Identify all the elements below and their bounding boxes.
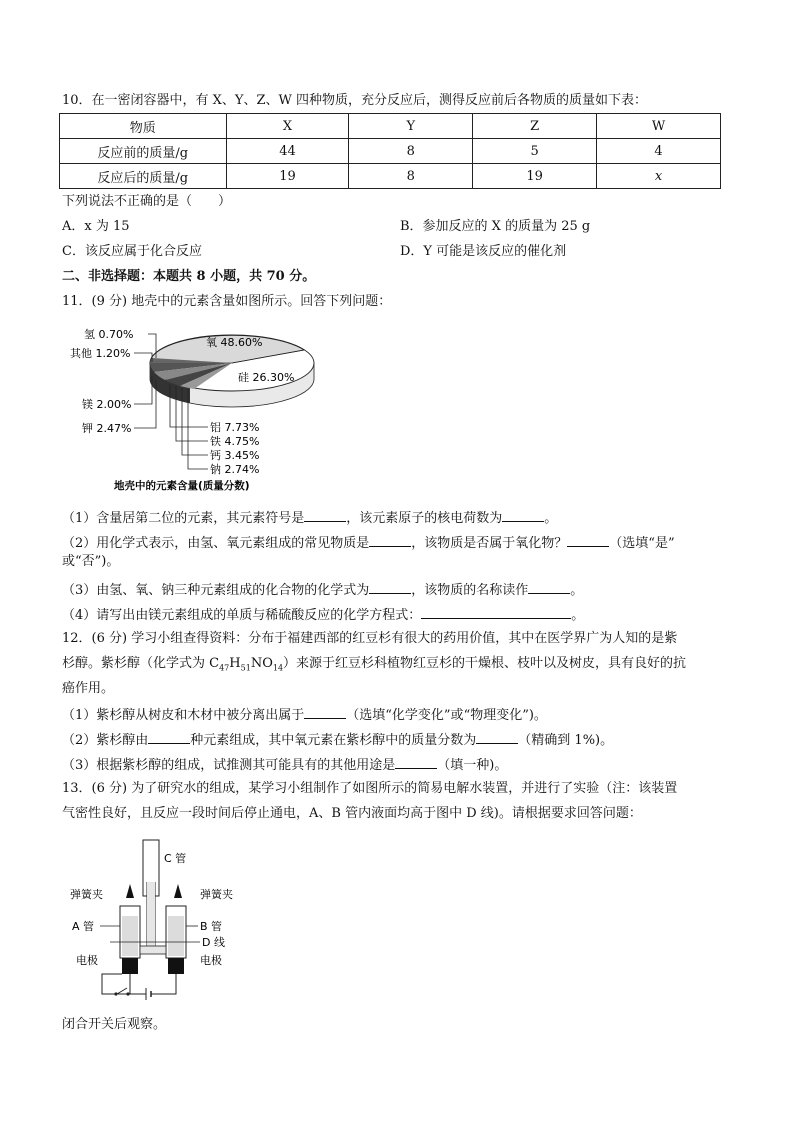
spring-clip-left	[126, 884, 134, 898]
q10-prompt: 下列说法不正确的是（ ）	[62, 194, 232, 209]
answer-blank[interactable]	[567, 533, 609, 547]
q11-sub2-cont: 或“否”)。	[62, 554, 120, 569]
pie-label-sodium: 钠 2.74%	[210, 463, 260, 476]
electrode-left	[122, 958, 138, 974]
answer-blank[interactable]	[528, 580, 570, 594]
answer-blank[interactable]	[148, 730, 190, 744]
q11-sub4: （4）请写出由镁元素组成的单质与稀硫酸反应的化学方程式： 。	[62, 605, 584, 625]
q12-sub2: （2）紫杉醇由 种元素组成，其中氧元素在紫杉醇中的质量分数为 （精确到 1%)。	[62, 730, 613, 750]
a-tube-label: A 管	[72, 920, 95, 933]
table-header-cell: W	[597, 114, 721, 139]
d-line-label: D 线	[202, 936, 225, 949]
pie-label-potassium: 钾 2.47%	[82, 422, 132, 435]
spring-clip-right	[174, 884, 182, 898]
q11-sub3: （3）由氢、氧、钠三种元素组成的化合物的化学式为 ，该物质的名称读作 。	[62, 580, 583, 600]
answer-blank[interactable]	[369, 580, 411, 594]
option-d: D．Y 可能是该反应的催化剂	[400, 244, 567, 259]
electrode-right-label: 电极	[200, 954, 222, 967]
pie-label-oxygen: 氧 48.60%	[206, 336, 263, 349]
table-cell: x	[597, 164, 721, 189]
q11-sub2: （2）用化学式表示，由氢、氧元素组成的常见物质是 ，该物质是否属于氧化物？ （选填“是”	[62, 533, 675, 553]
answer-blank[interactable]	[421, 605, 571, 619]
pie-label-calcium: 钙 3.45%	[210, 449, 260, 462]
clip-right-label: 弹簧夹	[200, 888, 233, 901]
electrode-right	[168, 958, 184, 974]
pie-chart-title: 地壳中的元素含量(质量分数)	[114, 480, 250, 492]
answer-blank[interactable]	[395, 755, 437, 769]
c-tube-label: C 管	[164, 852, 187, 865]
q12-line1: 12．(6 分) 学习小组查得资料：分布于福建西部的红豆杉有很大的药用价值，其中在医学界广为人知的是紫	[62, 631, 678, 646]
pie-label-magnesium: 镁 2.00%	[82, 398, 132, 411]
answer-blank[interactable]	[476, 730, 518, 744]
answer-blank[interactable]	[502, 508, 544, 522]
electrolysis-apparatus-diagram	[70, 838, 260, 1006]
q10-stem: 10．在一密闭容器中，有 X、Y、Z、W 四种物质，充分反应后，测得反应前后各物质的质量如下表：	[62, 93, 648, 108]
answer-blank[interactable]	[304, 508, 346, 522]
pie-label-iron: 铁 4.75%	[210, 435, 260, 448]
electrode-left-label: 电极	[76, 954, 98, 967]
q11-stem: 11．(9 分) 地壳中的元素含量如图所示。回答下列问题：	[62, 294, 392, 309]
q13-after-text: 闭合开关后观察。	[62, 1017, 167, 1032]
pie-label-silicon: 硅 26.30%	[238, 371, 295, 384]
pie-label-other: 其他 1.20%	[70, 347, 131, 360]
b-tube-label: B 管	[200, 920, 223, 933]
q12-line3: 癌作用。	[62, 681, 115, 696]
table-cell: 8	[349, 164, 473, 189]
table-cell: 反应前的质量/g	[60, 139, 227, 164]
table-cell: 4	[597, 139, 721, 164]
option-b: B．参加反应的 X 的质量为 25 g	[400, 219, 591, 234]
q12-line2: 杉醇。紫杉醇（化学式为 $C_{47}H_{51}NO_{14}$）来源于红豆杉科植物红豆杉的干燥根、枝叶以及树皮，具有良好的抗	[62, 656, 687, 673]
crust-element-pie-chart	[70, 318, 330, 496]
option-c: C．该反应属于化合反应	[62, 244, 202, 259]
mass-table	[59, 113, 721, 189]
option-a: A．x 为 15	[62, 219, 130, 234]
table-cell: 19	[473, 164, 597, 189]
pie-label-aluminium: 铝 7.73%	[210, 421, 260, 434]
q11-sub1: （1）含量居第二位的元素，其元素符号是 ，该元素原子的核电荷数为 。	[62, 508, 557, 528]
table-cell: 19	[226, 164, 349, 189]
q13-line1: 13．(6 分) 为了研究水的组成，某学习小组制作了如图所示的简易电解水装置，并进行了实验（注：该装置	[62, 781, 678, 796]
q12-sub1: （1）紫杉醇从树皮和木材中被分离出属于 （选填“化学变化”或“物理变化”)。	[62, 705, 547, 725]
clip-left-label: 弹簧夹	[70, 888, 103, 901]
answer-blank[interactable]	[304, 705, 346, 719]
q13-line2: 气密性良好，且反应一段时间后停止通电，A、B 管内液面均高于图中 D 线)。请根据要求回答问题：	[62, 806, 642, 821]
q12-sub3: （3）根据紫杉醇的组成，试推测其可能具有的其他用途是 （填一种)。	[62, 755, 507, 775]
table-cell: 5	[473, 139, 597, 164]
table-header-cell: Z	[473, 114, 597, 139]
table-row	[60, 164, 721, 189]
table-row	[60, 139, 721, 164]
table-cell: 44	[226, 139, 349, 164]
section-heading: 二、非选择题：本题共 8 小题，共 70 分。	[62, 269, 316, 284]
table-header-cell: 物质	[60, 114, 227, 139]
table-header-cell: X	[226, 114, 349, 139]
table-cell: 8	[349, 139, 473, 164]
table-header-row	[60, 114, 721, 139]
pie-label-hydrogen: 氢 0.70%	[84, 328, 134, 341]
table-header-cell: Y	[349, 114, 473, 139]
table-cell: 反应后的质量/g	[60, 164, 227, 189]
answer-blank[interactable]	[369, 533, 411, 547]
